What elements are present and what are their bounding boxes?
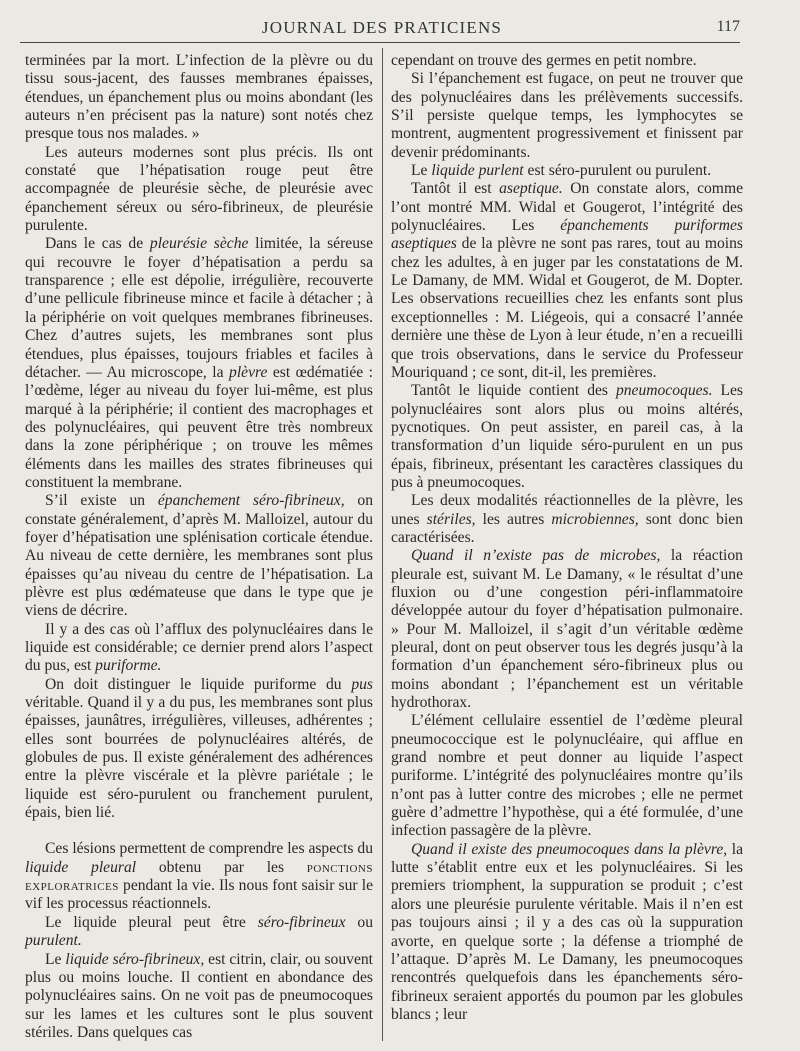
- page-header: [24, 14, 740, 40]
- text-run: Il y a des cas où l’afflux des polynucléaires dans le liquide est considérable; ce dernier prend alors l’aspect du pus, est: [25, 620, 373, 675]
- right-column: [391, 52, 743, 1024]
- text-run: Le liquide pleural peut être: [45, 913, 258, 931]
- paragraph: [25, 951, 373, 1043]
- italic-term: liquide séro-fibrineux,: [65, 950, 205, 968]
- header-rule: [20, 42, 740, 43]
- paragraph: [391, 547, 743, 712]
- italic-term: microbiennes,: [551, 510, 639, 528]
- paragraph: [25, 621, 373, 676]
- italic-term: liquide purlent: [431, 162, 524, 180]
- text-run: limitée, la séreuse qui recouvre le foyer d’hépatisation a perdu sa transparence ; elle est dépolie, irrégulière, recouverte d’une pellicule fibrineuse mince et facile à détacher ; à la périphérie on voit quelques membranes fibrineuses. Chez d’autres sujets, les membranes sont plus étendues, plus épaisses, toujours friables et faciles à détacher. — Au microscope, la: [25, 235, 374, 381]
- paragraph: [25, 914, 373, 951]
- italic-term: épanchements puriformes aseptiques: [391, 217, 743, 253]
- small-caps-term: ponctions exploratrices: [25, 858, 373, 895]
- paragraph: [391, 162, 743, 180]
- paragraph: [25, 52, 373, 144]
- text-run: Tantôt le liquide contient des: [411, 382, 616, 400]
- italic-term: liquide pleural: [25, 858, 137, 876]
- text-run: Si l’épanchement est fugace, on peut ne trouver que des polynucléaires dans les prélèvements successifs. S’il persiste quelque temps, les lymphocytes se montrent, augmentent progressivement et finissent par devenir prédominants.: [391, 70, 743, 161]
- italic-term: pleurésie sèche: [149, 235, 249, 253]
- column-divider: [382, 48, 383, 1041]
- text-run: Les polynucléaires sont alors plus ou moins altérés, pycnotiques. On peut assister, en pareil cas, à la transformation d’un liquide séro-purulent en un pus épais, fibrineux, présentant les caractères classiques du pus à pneumocoques.: [391, 382, 743, 491]
- text-run: sont donc bien caractérisées.: [391, 510, 743, 546]
- text-run: la lutte s’établit entre eux et les polynucléaires. Si les premiers triomphent, la suppuration se produit ; c’est alors une pleurésie purulente véritable. Mais il n’en est pas toujours ainsi ; il y a des cas où la suppuration avorte, en quelque sorte ; la défense a triomphé de l’attaque. D’après M. Le Damany, les pneumocoques rencontrés quelquefois dans les épanchements séro-fibrineux seraient apportés du poumon par les globules blancs ; leur: [391, 840, 743, 1023]
- italic-term: épanchement séro-fibrineux,: [157, 492, 345, 510]
- text-run: Le: [411, 162, 432, 180]
- italic-term: séro-fibrineux: [257, 913, 346, 931]
- italic-term: pneumocoques.: [615, 382, 713, 400]
- paragraph: [391, 52, 743, 70]
- paragraph: [391, 712, 743, 840]
- paragraph: [391, 492, 743, 547]
- text-run: Les deux modalités réactionnelles de la plèvre, les unes: [391, 492, 743, 528]
- text-run: la réaction pleurale est, suivant M. Le Damany, « le résultat d’une fluxion ou d’une congestion péri-inflammatoire développée autour du foyer d’hépatisation pulmonaire. » Pour M. Malloizel, il s’agit d’un véritable œdème pleural, dont on peut observer tous les degrés jusqu’à la formation d’un épanchement séro-fibrineux plus ou moins abondant ; l’épanchement est un véritable hydrothorax.: [391, 547, 743, 712]
- paragraph: [25, 144, 373, 236]
- left-column: [25, 52, 373, 1042]
- paragraph: [391, 382, 743, 492]
- text-run: Ces lésions permettent de comprendre les aspects du: [45, 840, 373, 858]
- text-run: cependant on trouve des germes en petit nombre.: [391, 52, 697, 69]
- text-run: on constate généralement, d’après M. Malloizel, autour du foyer d’hépatisation une splénisation corticale étendue. Au niveau de cette dernière, les membranes sont plus épaisses qu’au niveau du centre de l’hépatisation. La plèvre est plus œdémateuse que dans le type que je viens de décrire.: [25, 492, 373, 620]
- text-run: obtenu par les: [136, 858, 307, 876]
- text-run: ou: [345, 913, 373, 931]
- journal-title: JOURNAL DES PRATICIENS: [261, 18, 503, 37]
- paragraph: [25, 235, 373, 492]
- text-run: pendant la vie. Ils nous font saisir sur le vif les processus réactionnels.: [25, 877, 373, 913]
- paragraph: [391, 180, 743, 382]
- text-run: Dans le cas de: [45, 235, 150, 253]
- text-run: Le: [45, 950, 66, 968]
- italic-term: Quand il existe des pneumocoques dans la plèvre,: [411, 840, 728, 858]
- text-run: Les auteurs modernes sont plus précis. Ils ont constaté que l’hépatisation rouge peut être accompagnée de pleurésie sèche, de pleurésie avec épanchement séreux ou séro-fibrineux, de pleurésie purulente.: [25, 143, 373, 235]
- text-run: les autres: [475, 510, 552, 528]
- paragraph: [25, 676, 373, 823]
- text-run: S’il existe un: [45, 492, 158, 510]
- text-run: terminées par la mort. L’infection de la plèvre ou du tissu sous-jacent, des fausses membranes épaisses, étendues, un épanchement plus ou moins abondant (les auteurs n’en précisent pas la nature) sont notés chez presque tous nos malades. »: [25, 52, 373, 143]
- italic-term: Quand il n’existe pas de microbes,: [411, 547, 661, 565]
- italic-term: purulent.: [25, 932, 82, 950]
- text-run: Tantôt il est: [411, 180, 500, 198]
- text-run: est séro-purulent ou purulent.: [523, 162, 712, 180]
- paragraph: [25, 840, 373, 913]
- paragraph: [391, 70, 743, 162]
- italic-term: pus: [351, 675, 373, 693]
- text-run: est œdématiée : l’œdème, léger au niveau du foyer lui-même, est plus marqué à la périphérie; il contient des macrophages et des polynucléaires, qui peuvent être très nombreux dans la zone périphérique ; on trouve les mêmes éléments dans les mailles des strates fibrineuses qui constituent la membrane.: [25, 363, 374, 491]
- italic-term: puriforme.: [95, 657, 162, 675]
- text-run: On constate alors, comme l’ont montré MM. Widal et Gougerot, l’intégrité des polynucléaires. Les: [391, 180, 743, 235]
- text-run: est citrin, clair, ou souvent plus ou moins louche. Il contient en abondance des polynucléaires sains. On ne voit pas de pneumocoques sur les lames et les cultures sont le plus souvent stériles. Dans quelques cas: [25, 950, 373, 1041]
- italic-term: aseptique.: [499, 180, 563, 198]
- text-run: On doit distinguer le liquide puriforme du: [45, 675, 352, 693]
- paragraph: [391, 841, 743, 1024]
- page-number: 117: [716, 18, 740, 35]
- text-run: véritable. Quand il y a du pus, les membranes sont plus épaisses, jaunâtres, irrégulières, villeuses, adhérentes ; elles sont bourrées de polynucléaires altérés, de globules de pus. Il existe généralement des adhérences entre la plèvre viscérale et la plèvre pariétale ; le liquide est séro-purulent ou franchement purulent, épais, bien lié.: [25, 694, 373, 822]
- italic-term: stériles,: [426, 510, 476, 528]
- text-run: de la plèvre ne sont pas rares, tout au moins chez les adultes, à en juger par les constatations de M. Le Damany, de MM. Widal et Gougerot, de M. Dopter. Les observations recueillies chez les enfants sont plus exceptionnelles : M. Liégeois, qui a consacré l’année dernière une thèse de Lyon à leur étude, n’en a recueilli que trois observations, dans le service du Professeur Mouriquand ; ce sont, dit-il, les premières.: [391, 235, 743, 381]
- paragraph: [25, 492, 373, 620]
- text-run: L’élément cellulaire essentiel de l’œdème pleural pneumococcique est le polynucléaire, qui afflue en grand nombre et peut donner au liquide l’aspect puriforme. L’intégrité des polynucléaires montre qu’ils n’ont pas à lutter contre des microbes ; elle ne permet guère d’admettre l’hypothèse, qui a été formulée, d’une infection passagère de la plèvre.: [391, 712, 743, 840]
- italic-term: plèvre: [229, 363, 268, 381]
